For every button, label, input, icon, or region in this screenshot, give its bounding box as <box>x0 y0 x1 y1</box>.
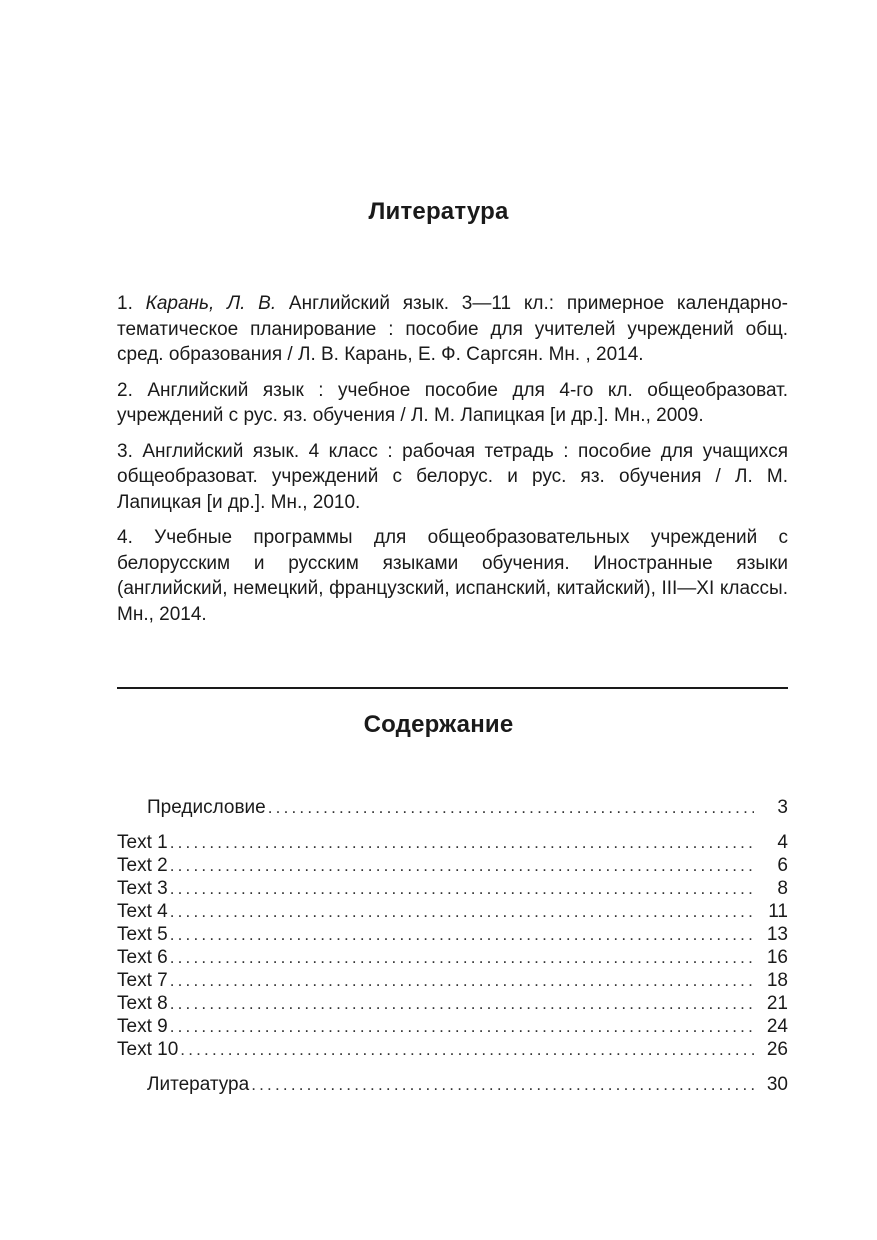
toc-entry-page: 3 <box>777 797 788 818</box>
reference-number: 4. <box>117 527 133 548</box>
toc-entry[interactable] <box>117 946 788 969</box>
toc-leader-dots <box>170 923 754 946</box>
toc-entry[interactable] <box>117 923 788 946</box>
reference-text: Английский язык. 3—11 кл.: примерное календарно-тематическое планирование : пособие для учителей учреждений общ. сред. образования / Л. В. Карань, Е. Ф. Саргсян. Мн. , 2014. <box>117 293 788 365</box>
toc-entry[interactable] <box>117 854 788 877</box>
section-divider <box>117 687 788 689</box>
toc-entry-title: Text 6 <box>117 947 168 968</box>
toc-leader-dots <box>170 877 754 900</box>
toc-leader-dots <box>170 946 754 969</box>
reference-item <box>117 439 788 516</box>
toc-entry-title: Text 4 <box>117 901 168 922</box>
toc-entry-title: Text 5 <box>117 924 168 945</box>
reference-number: 2. <box>117 379 133 401</box>
toc-entry-page: 16 <box>766 947 788 968</box>
toc-entry[interactable] <box>117 969 788 992</box>
toc-entry-page: 8 <box>777 878 788 899</box>
toc-entry-title: Предисловие <box>147 797 266 818</box>
toc-entry-title: Text 10 <box>117 1039 179 1060</box>
reference-item <box>117 378 788 429</box>
reference-text: Учебные программы для общеобразовательных учреждений с белорусским и русским языками обучения. Иностранные языки (английский, немецкий, французский, испанский, китайский), III—XI классы. Мн., 2014. <box>117 527 788 625</box>
literature-heading: Литература <box>368 198 509 225</box>
reference-text: Английский язык : учебное пособие для 4-го кл. общеобразоват. учреждений с рус. яз. обучения / Л. М. Лапицкая [и др.]. Мн., 2009. <box>117 379 788 426</box>
reference-number: 3. <box>117 440 133 462</box>
toc-entry-page: 11 <box>768 901 788 922</box>
toc-entry[interactable] <box>117 877 788 900</box>
reference-list <box>117 291 788 637</box>
toc-entry-title: Text 2 <box>117 855 168 876</box>
toc-entry-title: Литература <box>147 1074 250 1095</box>
toc-entry-page: 24 <box>766 1016 788 1037</box>
toc-entry-page: 6 <box>777 855 788 876</box>
toc-entry[interactable] <box>117 992 788 1015</box>
toc-leader-dots <box>170 1015 754 1038</box>
toc-entry-title: Text 1 <box>117 832 168 853</box>
toc-entry-title: Text 7 <box>117 970 168 991</box>
toc-leader-dots <box>170 900 754 923</box>
reference-text: Английский язык. 4 класс : рабочая тетрадь : пособие для учащихся общеобразоват. учреждений с белорус. и рус. яз. обучения / Л. М. Лапицкая [и др.]. Мн., 2010. <box>117 440 788 513</box>
toc-entry[interactable] <box>117 1038 788 1061</box>
toc-entry-page: 21 <box>766 993 788 1014</box>
toc-entry-title: Text 3 <box>117 878 168 899</box>
reference-item <box>117 291 788 368</box>
toc-entry[interactable] <box>117 1073 788 1096</box>
toc-entry[interactable] <box>117 831 788 854</box>
toc-entry[interactable] <box>117 796 788 819</box>
toc-leader-dots <box>251 1073 754 1096</box>
toc-entry-page: 30 <box>766 1074 788 1095</box>
toc-entry-page: 18 <box>766 970 788 991</box>
reference-item <box>117 525 788 627</box>
toc-entry-page: 26 <box>766 1039 788 1060</box>
toc-leader-dots <box>170 969 754 992</box>
toc-leader-dots <box>170 831 754 854</box>
reference-author: Карань, Л. В. <box>145 293 277 314</box>
toc-leader-dots <box>268 796 754 819</box>
toc-entry-page: 4 <box>777 832 788 853</box>
toc-entry-title: Text 9 <box>117 1016 168 1037</box>
toc-leader-dots <box>180 1038 754 1061</box>
toc-leader-dots <box>170 854 754 877</box>
toc-entry[interactable] <box>117 1015 788 1038</box>
toc-entry-title: Text 8 <box>117 993 168 1014</box>
toc-entry-page: 13 <box>766 924 788 945</box>
contents-heading: Содержание <box>363 711 514 738</box>
reference-number: 1. <box>117 293 133 314</box>
toc-entry[interactable] <box>117 900 788 923</box>
toc-leader-dots <box>170 992 754 1015</box>
